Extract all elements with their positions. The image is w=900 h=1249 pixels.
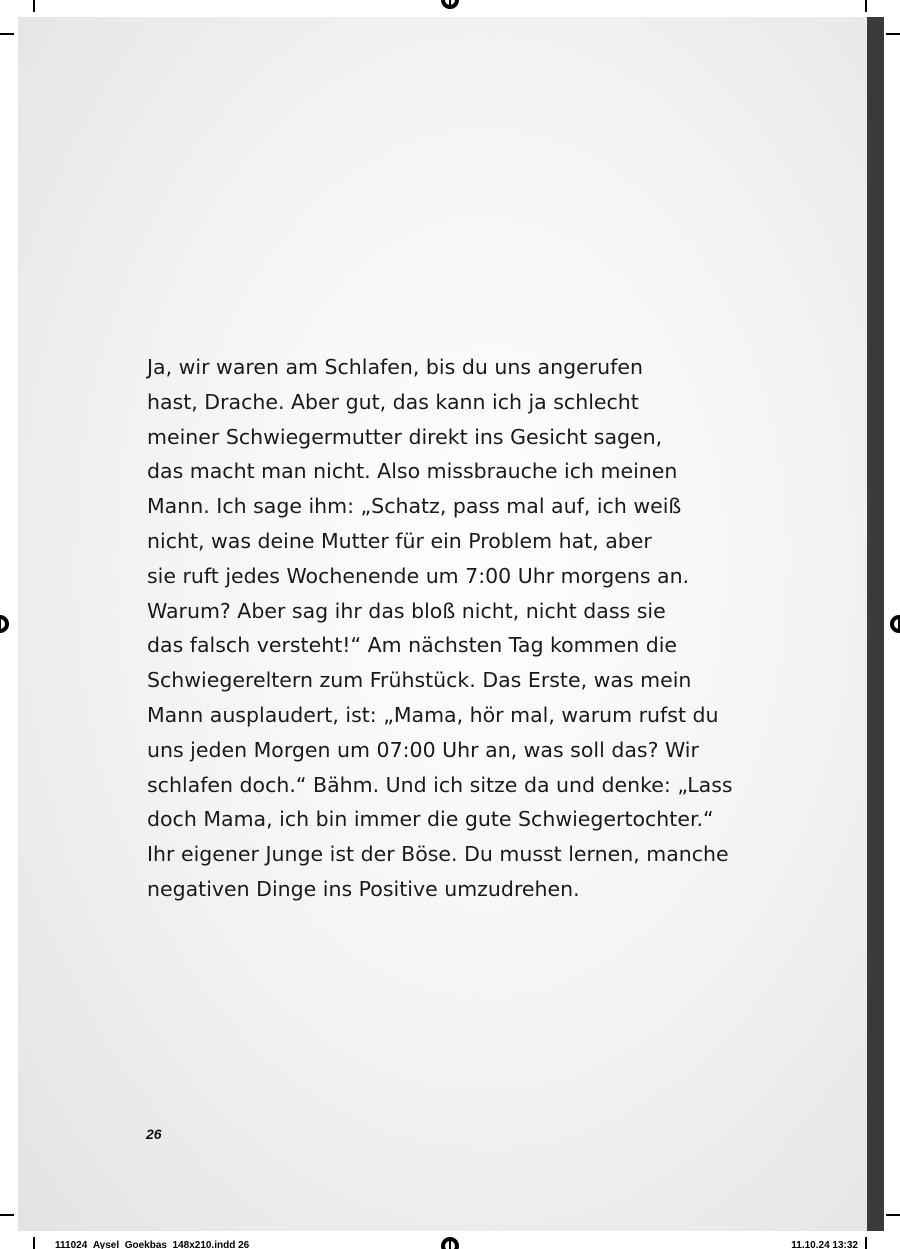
text-line: Ihr eigener Junge ist der Böse. Du musst lernen, manche: [147, 842, 729, 867]
text-line: doch Mama, ich bin immer die gute Schwiegertochter.“: [147, 807, 714, 832]
crop-mark-top-right: [865, 0, 867, 12]
text-line: Mann. Ich sage ihm: „Schatz, pass mal auf, ich weiß: [147, 494, 682, 519]
text-line: hast, Drache. Aber gut, das kann ich ja schlecht: [147, 389, 639, 414]
text-line: sie ruft jedes Wochenende um 7:00 Uhr morgens an.: [147, 563, 690, 588]
text-line: negativen Dinge ins Positive umzudrehen.: [147, 876, 580, 901]
text-line: uns jeden Morgen um 07:00 Uhr an, was soll das? Wir: [147, 737, 699, 762]
crop-mark-top-right-h: [886, 33, 900, 35]
text-line: Mann ausplaudert, ist: „Mama, hör mal, warum rufst du: [147, 702, 719, 727]
registration-mark-top-icon: [441, 0, 459, 9]
page-number: 26: [146, 1126, 162, 1142]
crop-mark-bottom-left: [33, 1237, 35, 1249]
text-line: nicht, was deine Mutter für ein Problem hat, aber: [147, 528, 652, 553]
text-line: Schwiegereltern zum Frühstück. Das Erste, was mein: [147, 668, 692, 693]
text-line: Ja, wir waren am Schlafen, bis du uns angerufen: [147, 355, 643, 379]
print-slug-filename: 111024_Aysel_Goekbas_148x210.indd 26: [55, 1240, 250, 1249]
crop-mark-bottom-left-h: [0, 1214, 14, 1216]
page-spine-bar: [867, 17, 884, 1231]
crop-mark-top-left: [33, 0, 35, 12]
registration-mark-right-icon: [890, 615, 900, 633]
text-line: Warum? Aber sag ihr das bloß nicht, nicht dass sie: [147, 598, 666, 623]
text-line: meiner Schwiegermutter direkt ins Gesicht sagen,: [147, 424, 663, 449]
text-line: das falsch versteht!“ Am nächsten Tag kommen die: [147, 633, 678, 658]
text-line: schlafen doch.“ Bähm. Und ich sitze da und denke: „Lass: [147, 772, 733, 797]
registration-mark-left-icon: [0, 615, 9, 633]
body-paragraph: [147, 350, 747, 907]
crop-mark-top-left-h: [0, 33, 14, 35]
crop-mark-bottom-right: [865, 1237, 867, 1249]
crop-mark-bottom-right-h: [886, 1214, 900, 1216]
print-slug-timestamp: 11.10.24 13:32: [791, 1240, 858, 1249]
registration-mark-bottom-icon: [441, 1237, 459, 1249]
text-line: das macht man nicht. Also missbrauche ich meinen: [147, 459, 678, 484]
